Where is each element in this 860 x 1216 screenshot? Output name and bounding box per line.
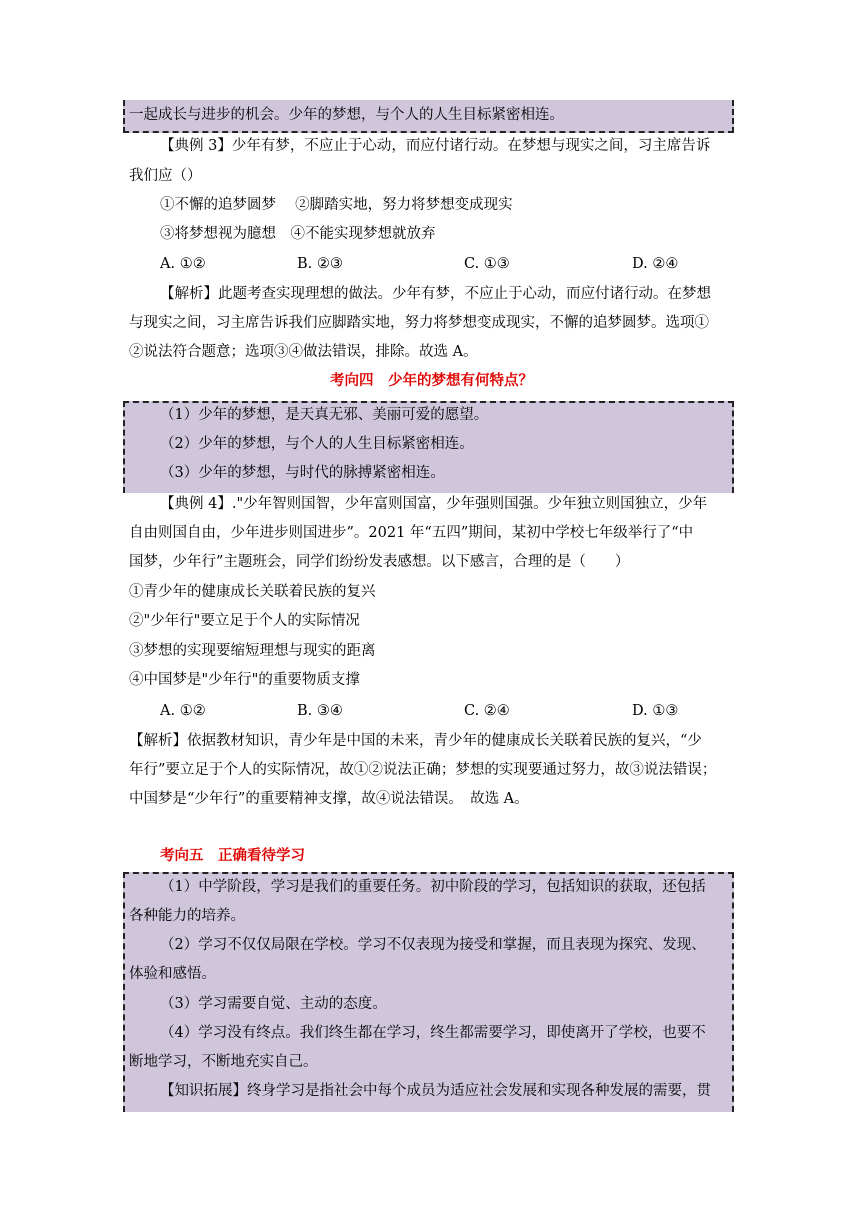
example4-option-c: C. ②④ (464, 703, 510, 719)
example3-analysis: 与现实之间，习主席告诉我们应脚踏实地，努力将梦想变成现实，不懈的追梦圆梦。选项① (129, 315, 709, 331)
example4-option-d: D. ①③ (632, 703, 679, 719)
example4-stem: 国梦，少年行”主题班会，同学们纷纷发表感想。以下感言，合理的是（ ） (129, 554, 630, 570)
section4-point: （3）少年的梦想，与时代的脉搏紧密相连。 (160, 465, 445, 481)
section4-point: （2）少年的梦想，与个人的人生目标紧密相连。 (160, 436, 474, 452)
section5-paragraph: （4）学习没有终点。我们终生都在学习，终生都需要学习，即使离开了学校，也要不 (160, 1025, 706, 1041)
example4-stem: 【典例 4】."少年智则国智，少年富则国富，少年强则国强。少年独立则国独立，少年 (160, 496, 708, 512)
section5-paragraph: （2）学习不仅仅局限在学校。学习不仅表现为接受和掌握，而且表现为探究、发现、 (160, 937, 706, 953)
example3-stem: 【典例 3】少年有梦，不应止于心动，而应付诸行动。在梦想与现实之间，习主席告诉 (160, 138, 711, 154)
example4-option-a: A. ①② (160, 703, 206, 719)
example4-stem: 自由则国自由，少年进步则国进步”。2021 年“五四”期间，某初中学校七年级举行了“中 (129, 525, 694, 541)
example3-analysis: 【解析】此题考查实现理想的做法。少年有梦，不应止于心动，而应付诸行动。在梦想 (160, 286, 711, 302)
box-text-line: 一起成长与进步的机会。少年的梦想，与个人的人生目标紧密相连。 (129, 107, 564, 123)
section5-paragraph: 各种能力的培养。 (129, 908, 245, 924)
example4-analysis: 中国梦是“少年行”的重要精神支撑，故④说法错误。 故选 A。 (129, 791, 529, 807)
example3-option-a: A. ①② (160, 256, 206, 272)
example4-item: ②"少年行"要立足于个人的实际情况 (129, 613, 360, 629)
section5-paragraph: 体验和感悟。 (129, 966, 216, 982)
section5-extension: 【知识拓展】终身学习是指社会中每个成员为适应社会发展和实现各种发展的需要，贯 (160, 1083, 711, 1099)
section4-point: （1）少年的梦想，是天真无邪、美丽可爱的愿望。 (160, 407, 489, 423)
example3-option-b: B. ②③ (297, 256, 343, 272)
example4-item: ③梦想的实现要缩短理想与现实的距离 (129, 643, 376, 659)
section5-paragraph: 断地学习，不断地充实自己。 (129, 1054, 318, 1070)
section5-heading: 考向五 正确看待学习 (160, 847, 305, 864)
example3-option-d: D. ②④ (632, 256, 679, 272)
example4-analysis: 年行”要立足于个人的实际情况，故①②说法正确；梦想的实现要通过努力，故③说法错误； (129, 762, 717, 778)
example3-option-c: C. ①③ (464, 256, 510, 272)
example3-analysis: ②说法符合题意；选项③④做法错误，排除。故选 A。 (129, 344, 478, 360)
section5-paragraph: （3）学习需要自觉、主动的态度。 (160, 996, 387, 1012)
section5-paragraph: （1）中学阶段，学习是我们的重要任务。初中阶段的学习，包括知识的获取，还包括 (160, 879, 706, 895)
example3-stem: 我们应（） (129, 168, 202, 184)
example4-item: ①青少年的健康成长关联着民族的复兴 (129, 584, 376, 600)
example3-item: ③将梦想视为臆想 ④不能实现梦想就放弃 (160, 226, 436, 242)
example4-analysis: 【解析】依据教材知识，青少年是中国的未来，青少年的健康成长关联着民族的复兴，“少 (129, 733, 702, 749)
example4-item: ④中国梦是"少年行"的重要物质支撑 (129, 672, 360, 688)
example3-item: ①不懈的追梦圆梦 ②脚踏实地，努力将梦想变成现实 (160, 197, 513, 213)
example4-option-b: B. ③④ (297, 703, 343, 719)
section4-heading: 考向四 少年的梦想有何特点？ (330, 372, 533, 389)
